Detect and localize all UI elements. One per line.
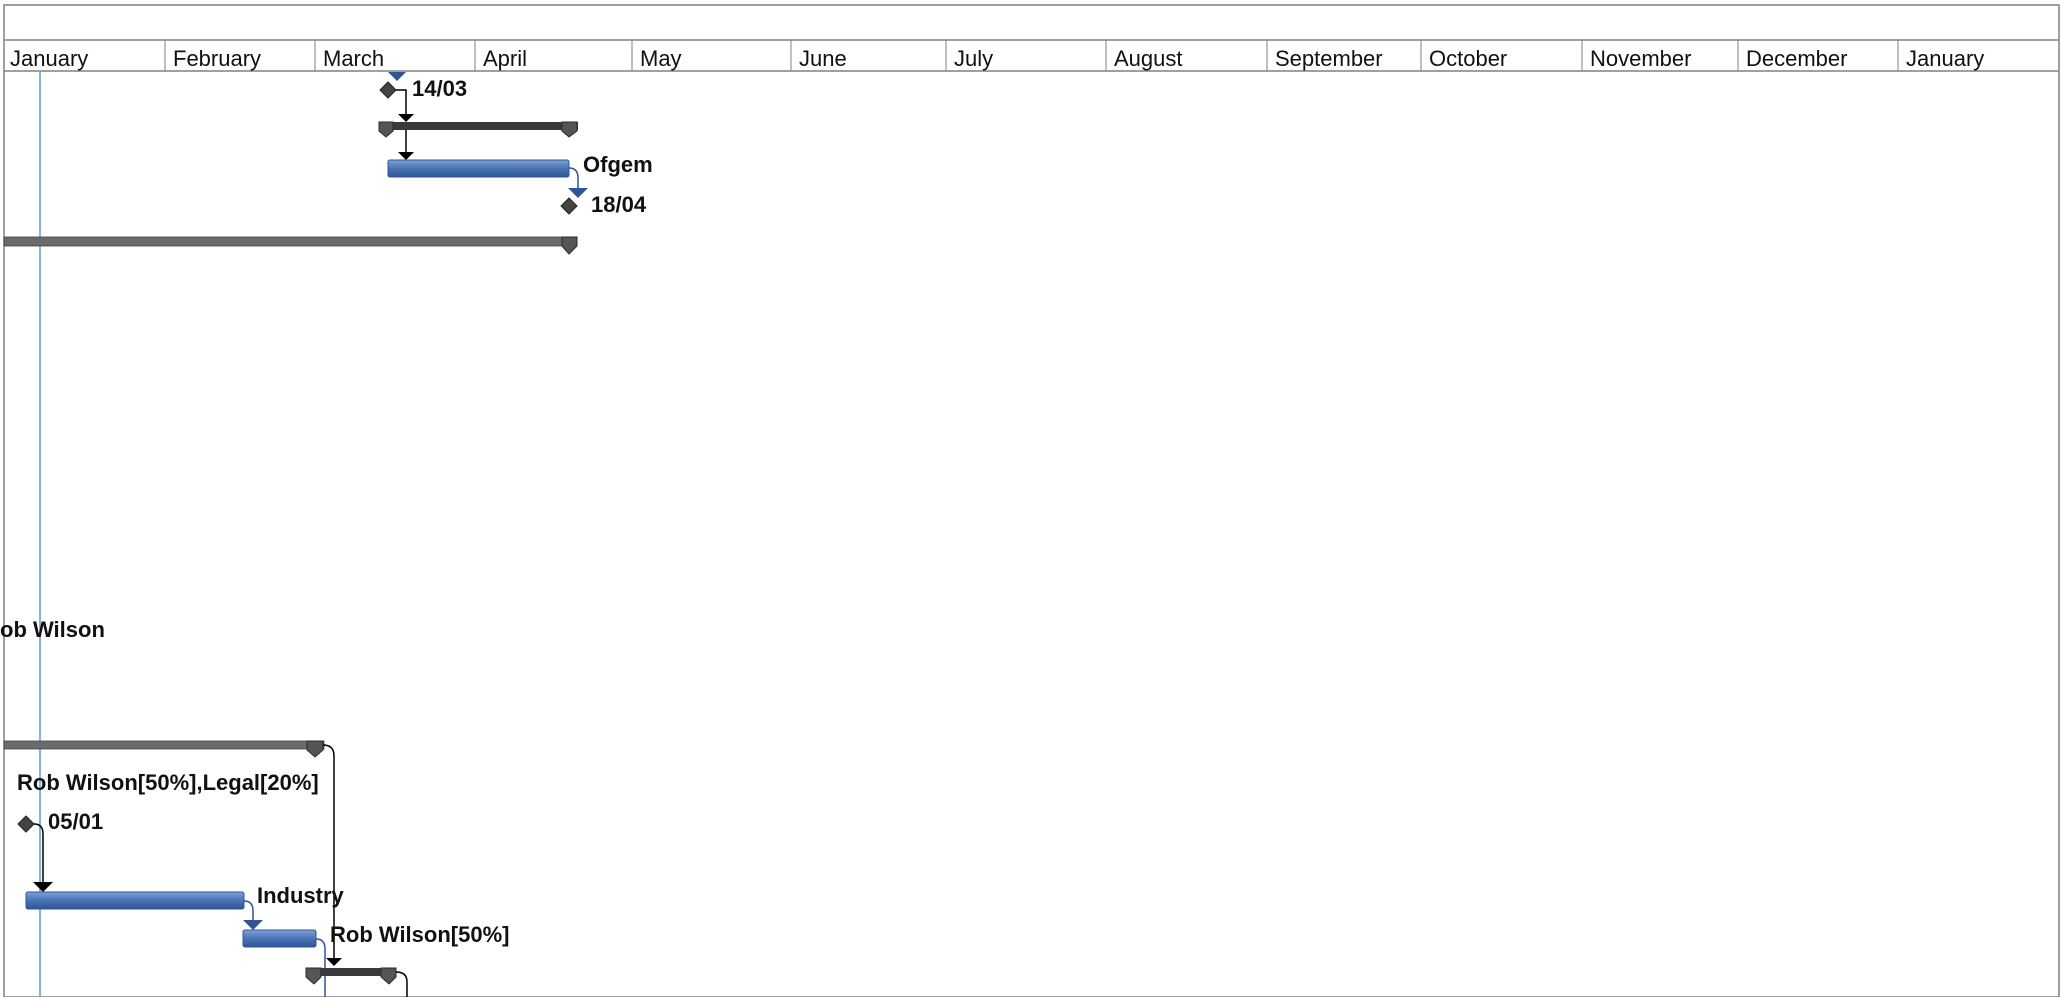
milestone-diamond[interactable] — [561, 198, 577, 214]
month-label: December — [1746, 46, 1848, 71]
chart-frame — [4, 5, 2059, 997]
month-label: March — [323, 46, 385, 71]
month-label: January — [10, 46, 89, 71]
summary-task-bar[interactable] — [4, 237, 577, 254]
month-label: January — [1906, 46, 1985, 71]
dependency-arrowhead — [398, 114, 414, 122]
incoming-link-arrow — [388, 72, 406, 81]
dependency-link — [34, 824, 43, 882]
dependency-link — [396, 972, 407, 997]
milestone-diamond[interactable] — [18, 816, 34, 832]
month-label: October — [1429, 46, 1508, 71]
dependency-link — [396, 90, 406, 114]
month-label: August — [1114, 46, 1183, 71]
resource-label: ob Wilson — [0, 617, 105, 642]
task-bar-ofgem[interactable] — [388, 160, 569, 177]
month-label: June — [799, 46, 847, 71]
dependency-link — [569, 168, 578, 188]
dependency-arrowhead — [398, 152, 414, 160]
month-label: November — [1590, 46, 1692, 71]
task-resource-label: Rob Wilson[50%] — [330, 922, 510, 947]
summary-task-bar[interactable] — [306, 968, 396, 984]
month-label: May — [640, 46, 682, 71]
dependency-arrowhead — [33, 882, 53, 892]
summary-task-bar[interactable] — [4, 741, 324, 757]
task-bar-rob-wilson[interactable] — [243, 930, 316, 947]
task-resource-label: Industry — [257, 883, 344, 908]
milestone-date-label: 14/03 — [412, 76, 468, 101]
summary-task-bar[interactable] — [379, 122, 578, 137]
task-bar-industry[interactable] — [26, 892, 244, 909]
milestone-date-label: 05/01 — [48, 809, 104, 834]
dependency-link — [244, 901, 253, 920]
milestone-diamond[interactable] — [380, 82, 396, 98]
month-label: September — [1275, 46, 1383, 71]
dependency-arrowhead — [243, 920, 263, 930]
milestone-date-label: 18/04 — [591, 192, 647, 217]
task-resource-label: Ofgem — [583, 152, 653, 177]
dependency-arrowhead — [326, 958, 342, 966]
month-label: April — [483, 46, 528, 71]
month-label: July — [954, 46, 994, 71]
resource-label: Rob Wilson[50%],Legal[20%] — [17, 770, 319, 795]
month-label: February — [173, 46, 262, 71]
timescale-header[interactable] — [10, 40, 1984, 71]
dependency-arrowhead — [568, 188, 588, 198]
